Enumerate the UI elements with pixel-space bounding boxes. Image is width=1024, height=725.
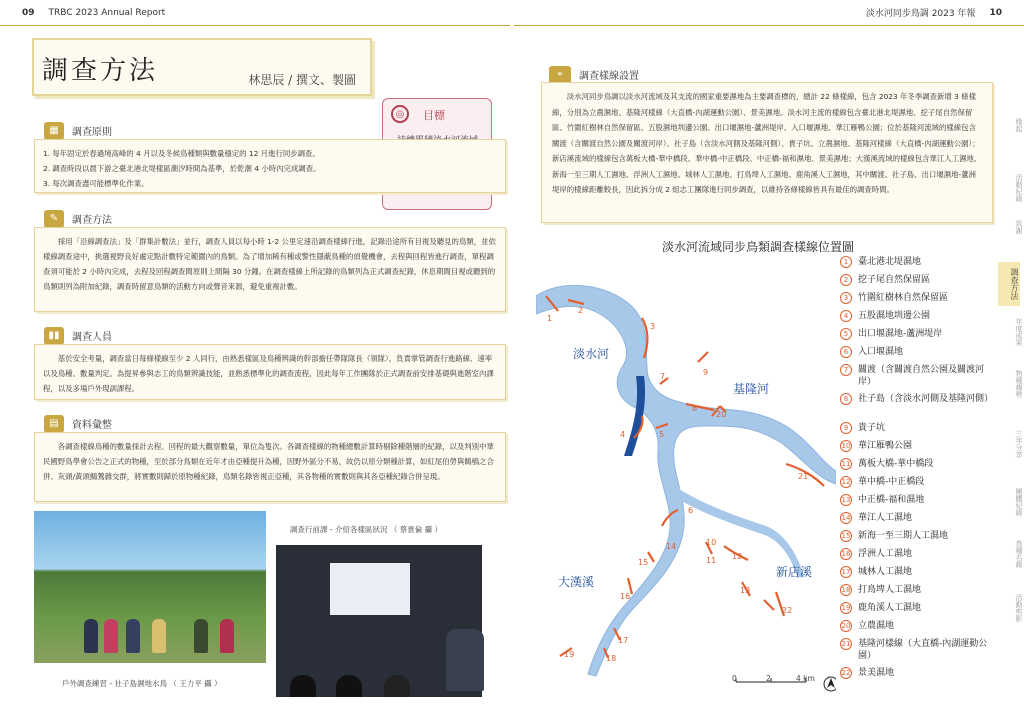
- legend-number: 12: [841, 478, 851, 486]
- legend-label: 浮洲人工濕地: [858, 549, 913, 559]
- legend-number: 13: [841, 496, 851, 504]
- transect-text: 淡水河同步鳥調以淡水河流域及其支流的國家重要濕地為主要調查標的，總計 22 條樣線，包含 2023 年冬季調查新增 3 條樣線，分別為立農濕地、基隆河樣線（大直橋-內湖運動公園）、景美濕地。淡水河主流的樣線包含臺北港北堤濕地、挖子尾自然保留區、竹圍紅樹林自然保留區、五股濕地圳邊公園、出口堰濕地-蘆洲堤岸、入口堰濕地、華江雁鴨公園；位於基隆河流域的樣線包含關渡（含關渡自然公園及關渡河岸）、社子島（含淡水河側及基隆河側）、貴子坑、立農濕地、基隆河樣線（大直橋-內湖運動公園）；新店溪流域的樣線包含萬板大橋-華中橋段、華中橋-中正橋段、中正橋-福和濕地、景美濕地；大漢溪流域的樣線包含華江人工濕地、新海一至三期人工濕地、浮洲人工濕地、城林人工濕地、打鳥埤人工濕地、鹿角溪人工濕地，其中關渡、社子島、出口堰濕地-蘆洲堤岸的樣線距離較長，因此拆分成 2 組志工團隊進行同步調查，以維持各條樣線皆具有最佳的調查時間。: [552, 92, 982, 194]
- legend-number: 9: [840, 422, 852, 434]
- calendar-icon: ▦: [44, 122, 64, 140]
- legend-number: 5: [840, 328, 852, 340]
- legend-number: 8: [840, 393, 852, 405]
- projector-screen: [330, 563, 410, 615]
- legend-label: 華中橋-中正橋段: [858, 477, 925, 487]
- legend-number: 22: [841, 669, 851, 677]
- legend-label: 華江人工濕地: [858, 513, 913, 523]
- legend-item: [840, 512, 990, 530]
- legend-number: 17: [841, 568, 851, 576]
- section-heading-data: ▤ 資料彙整: [42, 413, 120, 435]
- legend-item: [840, 548, 990, 566]
- legend-item: [840, 638, 990, 667]
- river-label: 新店溪: [776, 565, 813, 579]
- legend-label: 新海一至三期人工濕地: [858, 531, 949, 541]
- legend-number: 19: [841, 604, 851, 612]
- photo2-caption: 調查行前課 - 介紹各樣區狀況 （ 蔡貴倫 攝 ）: [290, 525, 443, 534]
- goal-title: 目標: [423, 109, 445, 122]
- legend-label: 鹿角溪人工濕地: [858, 603, 922, 613]
- map-pin-icon: ⌖: [549, 66, 571, 84]
- legend-item: [840, 346, 990, 364]
- side-nav-item[interactable]: 活動剪影: [1015, 594, 1023, 622]
- legend-item: [840, 310, 990, 328]
- right-header-title: 淡水河同步鳥調 2023 年報: [865, 9, 976, 19]
- legend-label: 挖子尾自然保留區: [858, 275, 931, 285]
- legend-number: 2: [840, 274, 852, 286]
- legend-label: 臺北港北堤濕地: [858, 257, 922, 267]
- side-nav-item[interactable]: 活動紀錄: [1015, 174, 1023, 202]
- legend-number: 20: [841, 622, 851, 630]
- river-label: 淡水河: [573, 347, 610, 361]
- river-shape: [536, 285, 836, 676]
- legend-label: 出口堰濕地-蘆洲堤岸: [858, 329, 943, 339]
- principles-box: [34, 139, 506, 193]
- data-text: 各調查樣線鳥種的數量採計去程、回程的最大觀察數量，單位為隻次。各調查樣線的物種總數計算時剔除種階層的紀錄，以及判別中華民國野鳥學會公告之正式的物種，至於部分鳥類在近年才由亞種提升為種，因野外區分不易，故仍以原分類種計算，如紅尾伯勞與鵲鴝之合併、灰頭/黃頭鷦鶯雜交群，將實數則歸於原物種紀錄，鳥類名錄皆視正亞種，其各物種的實數則與其各亞種紀錄合併呈現。: [43, 442, 494, 481]
- legend-number: 7: [840, 364, 852, 376]
- legend-item: [840, 584, 990, 602]
- legend-label: 竹圍紅樹林自然保留區: [858, 293, 949, 303]
- side-nav-item[interactable]: 調查方法: [998, 262, 1020, 306]
- method-box: [34, 227, 506, 312]
- side-nav-item[interactable]: 緣起: [1015, 118, 1023, 132]
- map-title: 淡水河流域同步鳥類調查樣線位置圖: [662, 240, 855, 254]
- legend-label: 貴子坑: [858, 423, 886, 433]
- legend-number: 21: [841, 640, 851, 648]
- principle-line: 2. 調查時段以晨下游之臺北港北堤樣區潮汐時間為基準，於乾潮 4 小時內完成調查。: [43, 164, 321, 173]
- legend-item: [840, 566, 990, 584]
- method-text: 採用「沿線調查法」及「群集計數法」並行，調查人員以每小時 1-2 公里定速沿調查樣線行進，記錄沿途所有目視及聽見的鳥類，並依樣線調查途中，挑選視野良好處定點計數特定範圍內的鳥類。為了增加稀有種或警性隱蔽鳥種的偵覺機會，去程與回程皆進行調查，單程調查須可能於 2 小時內完成，去程及回程調查間原則上間隔 30 分鐘。在調查樣線上所記錄的鳥類列為正式調查紀錄，休息期間目視或聽到的鳥類則列為附加紀錄，調查時留意鳥類的活動方向或聲音來源，避免重複計數。: [43, 237, 496, 291]
- north-arrow-icon: [824, 677, 836, 691]
- legend-item: [840, 494, 990, 512]
- outdoor-photo: [34, 511, 266, 663]
- right-header: [514, 0, 1024, 26]
- legend-item: [840, 422, 990, 440]
- legend-item: [840, 440, 990, 458]
- legend-number: 14: [841, 514, 851, 522]
- section-heading-method: ✎ 調查方法: [42, 208, 120, 230]
- photo1-caption: 戶外調查練習 - 社子島濕地水鳥 （ 王力平 攝 ）: [62, 679, 222, 688]
- river-map: [536, 256, 836, 700]
- side-nav-item[interactable]: 三年分享: [1015, 430, 1023, 458]
- side-nav-item[interactable]: 物種趨勢: [1015, 370, 1023, 398]
- legend-item: [840, 602, 990, 620]
- legend-number: 1: [840, 256, 852, 268]
- legend-item: [840, 256, 990, 274]
- side-nav-item[interactable]: 年度成果: [1015, 318, 1023, 346]
- data-box: [34, 432, 506, 502]
- legend-label: 萬板大橋-華中橋段: [858, 459, 934, 469]
- speaker-figure: [446, 629, 484, 691]
- section-heading-staff: ▮▮ 調查人員: [42, 325, 120, 347]
- legend-label: 基隆河樣線（大直橋-內湖運動公園）: [858, 639, 988, 661]
- river-label: 基隆河: [733, 382, 770, 396]
- legend-item: [840, 393, 994, 422]
- legend-label: 景美濕地: [858, 668, 895, 678]
- principle-line: 1. 每年固定於春過境高峰的 4 月以及冬候鳥種類與數量穩定的 12 月進行同步調查。: [43, 149, 320, 158]
- classroom-photo: [276, 545, 482, 697]
- side-nav-item[interactable]: 鳥種名錄: [1015, 540, 1023, 568]
- legend-label: 社子島（含淡水河側及基隆河側）: [858, 394, 994, 404]
- legend-label: 華江雁鴨公園: [858, 441, 913, 451]
- legend-label: 打鳥埤人工濕地: [858, 585, 922, 595]
- legend-item: [840, 530, 990, 548]
- legend-label: 立農濕地: [858, 621, 895, 631]
- river-label: 大漢溪: [558, 575, 595, 589]
- legend-item: [840, 364, 990, 393]
- legend-label: 入口堰濕地: [858, 347, 904, 357]
- legend-label: 中正橋-福和濕地: [858, 495, 925, 505]
- legend-number: 4: [840, 310, 852, 322]
- legend-label: 城林人工濕地: [858, 567, 913, 577]
- staff-text: 基於安全考量，調查當日每條樣線至少 2 人同行，由熟悉樣區及鳥種辨識的幹部擔任帶隊隊長（領隊），負責掌管調查行進路線、速率以及鳥種、數量判定。為提昇參與志工的鳥類辨識技能，並熟悉標準化的調查流程，因此每年工作團隊於正式調查前安排基礎與進階室內課程，以及多場戶外現訓課程。: [43, 354, 494, 393]
- side-nav-item[interactable]: 團體紀錄: [1015, 488, 1023, 516]
- legend-item: [840, 476, 990, 494]
- left-header: [0, 0, 510, 26]
- section-heading-transects: ⌖ 調查樣線設置: [549, 64, 649, 86]
- section-heading-principles: ▦ 調查原則: [42, 120, 120, 142]
- target-icon: ◎: [391, 105, 409, 123]
- principle-line: 3. 每次調查盡可能標準化作業。: [43, 179, 149, 188]
- people-icon: ▮▮: [44, 327, 64, 345]
- map-legend: [840, 256, 994, 685]
- legend-item: [840, 328, 990, 346]
- left-header-title: TRBC 2023 Annual Report: [48, 7, 166, 18]
- title-box: [32, 38, 372, 96]
- legend-item: [840, 667, 990, 685]
- right-page-number: 10: [989, 7, 1002, 18]
- clipboard-icon: ✎: [44, 210, 64, 228]
- left-page-number: 09: [22, 7, 35, 18]
- document-icon: ▤: [44, 415, 64, 433]
- legend-number: 15: [841, 532, 851, 540]
- legend-number: 18: [841, 586, 851, 594]
- legend-label: 五股濕地圳邊公園: [858, 311, 931, 321]
- staff-box: [34, 344, 506, 400]
- legend-item: [840, 620, 990, 638]
- legend-number: 10: [841, 442, 851, 450]
- legend-item: [840, 458, 990, 476]
- legend-item: [840, 274, 990, 292]
- transect-box: [541, 82, 993, 223]
- legend-number: 16: [841, 550, 851, 558]
- legend-number: 11: [841, 460, 851, 468]
- page-title: 調查方法: [42, 56, 159, 86]
- side-nav-item[interactable]: 致謝: [1015, 220, 1023, 234]
- legend-item: [840, 292, 990, 310]
- legend-label: 關渡（含關渡自然公園及關渡河岸）: [858, 365, 985, 387]
- author: 林思辰 / 撰文、製圖: [248, 73, 356, 87]
- legend-number: 6: [840, 346, 852, 358]
- legend-number: 3: [840, 292, 852, 304]
